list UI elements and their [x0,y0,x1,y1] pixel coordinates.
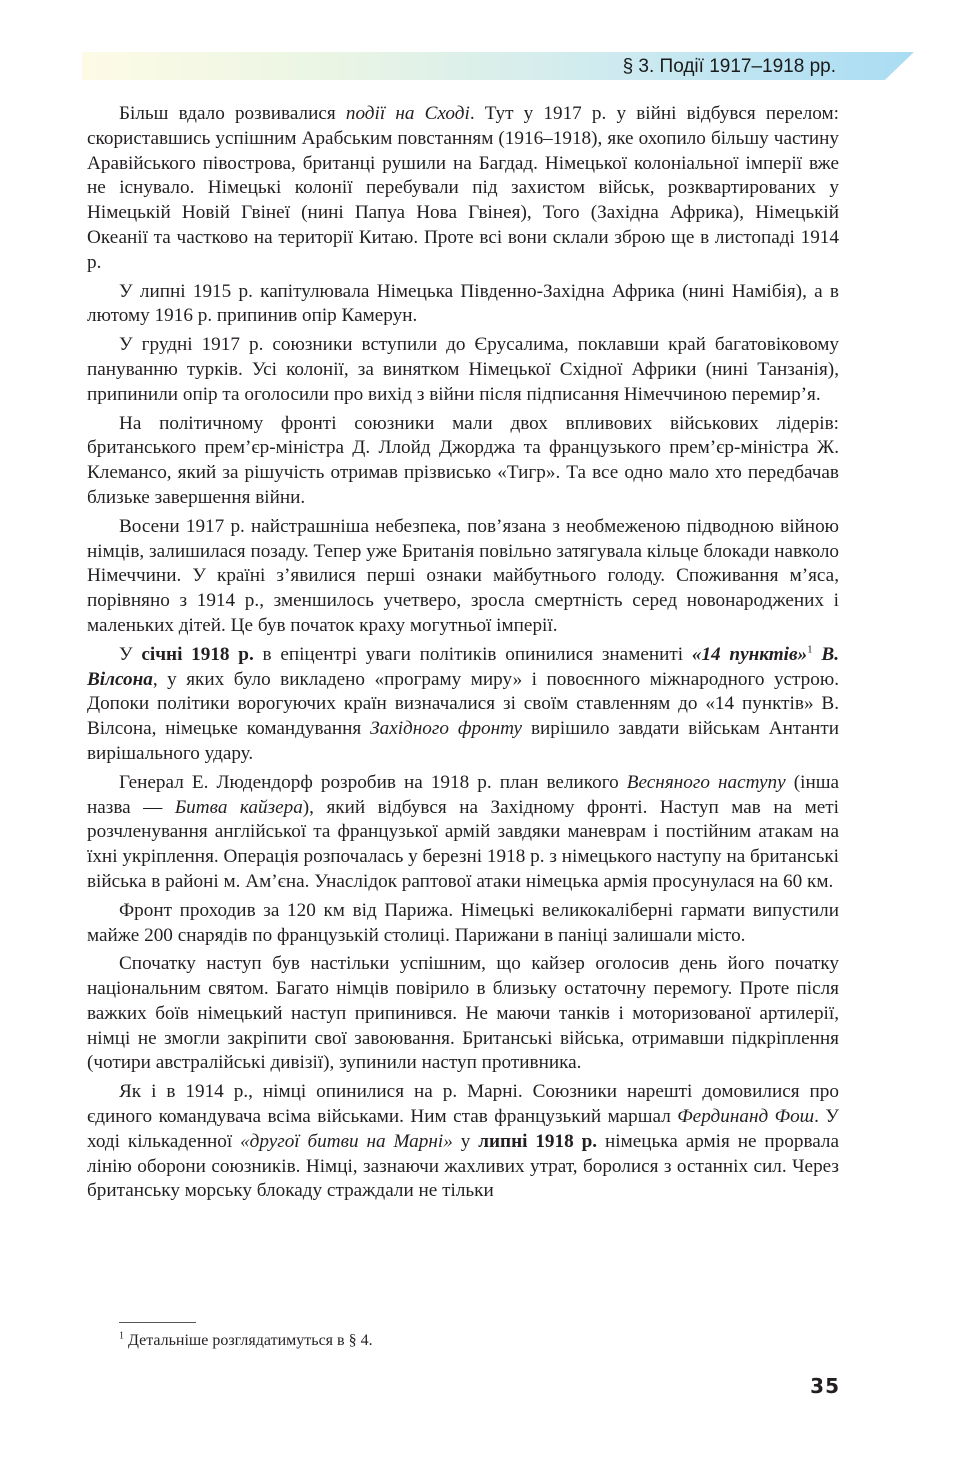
paragraph [87,102,839,276]
text-run: Західного фронту [370,718,523,740]
main-text [87,102,839,1208]
text-run: в епіцентрі уваги політиків опинилися знамениті [253,643,692,665]
chapter-header-title: § 3. Події 1917–1918 рр. [622,56,836,77]
text-run: ), який відбувся на Західному фронті. Наступ мав на меті розчленування англійської та французької армій завдяки маневрам і постійним атакам на їхні укріплення. Операція розпочалась у березні 1918 р. з німецького наступу на британські війська в районі м. Ам’єна. Унаслідок раптової атаки німецька армія просунулася на 60 км. [87,796,840,892]
text-run: У грудні 1917 р. союзники вступили до Єрусалима, поклавши край багатовіковому пануванню турків. Усі колонії, за винятком Німецької Східної Африки (нині Танзанія), припинили опір та оголосили про вихід з війни після підписання Німеччиною перемир’я. [87,334,839,405]
text-run: . У ході кількаденної [87,1106,839,1152]
paragraph [87,899,839,949]
footnote-ref: 1 [807,643,813,656]
text-run: у [452,1130,479,1152]
page-number: 35 [810,1374,840,1398]
paragraph [87,1080,839,1204]
text-run: Битва кайзера [174,796,303,818]
footnote-text: Детальніше розглядатимуться в § 4. [124,1332,373,1349]
text-run: Фердинанд Фош [677,1106,815,1128]
paragraph [87,333,839,407]
text-run: У [119,643,142,665]
text-run: В. Вілсона [87,643,840,690]
text-run: Восени 1917 р. найстрашніша небезпека, пов’язана з необмеженою підводною війною німців, залишилася позаду. Тепер уже Британія повільно затягувала кільце блокади навколо Німеччини. У країні з’явилися перші ознаки майбутнього голоду. Споживання м’яса, порівняно з 1914 р., зменшилось учетверо, зросла смертність серед новонароджених і маленьких дітей. Це був початок краху могутньої імперії. [87,515,839,636]
text-run: січні 1918 р. [141,643,254,665]
text-run: Фронт проходив за 120 км від Парижа. Німецькі великокаліберні гармати випустили майже 200 снарядів по французькій столиці. Парижани в паніці залишали місто. [87,899,839,946]
text-run: «другої битви на Марні» [240,1130,453,1152]
text-run: Весняного наступу [626,771,786,793]
paragraph [87,280,839,330]
text-run: німецька армія не прорвала лінію оборони союзників. Німці, зазнаючи жахливих утрат, боролися з останніх сил. Через британську морську блокаду страждали не тільки [87,1130,840,1202]
text-run: Генерал Е. Людендорф розробив на 1918 р. план великого [119,771,627,793]
footnote-marker: 1 [119,1330,124,1342]
text-run: Більш вдало розвивалися [119,103,346,124]
text-run: (інша назва — [87,771,840,818]
paragraph [87,643,839,767]
paragraph [87,952,839,1076]
footnote-divider [119,1322,196,1323]
text-run: У липні 1915 р. капітулювала Німецька Південно-Західна Африка (нині Намібія), а в лютому 1916 р. припинив опір Камерун. [87,280,839,327]
text-run: липні 1918 р. [478,1130,598,1152]
paragraph [87,412,839,511]
text-run: вирішило завдати військам Антанти вирішального удару. [87,718,839,764]
text-run: Спочатку наступ був настільки успішним, що кайзер оголосив день його початку національним святом. Багато німців повірило в близьку остаточну перемогу. Проте після важких боїв німецький наступ припинився. Не маючи танків і моторизованої артилерії, німці не змогли закріпити свої завоювання. Британські війська, отримавши підкріплення (чотири австралійські дивізії), зупинили наступ противника. [87,953,839,1074]
text-run: , у яких було викладено «програму миру» і повоєнного міжнародного устрою. Допоки політики ворогуючих країн визначалися зі своїм ставленням до «14 пунктів» В. Вілсона, німецьке командування [87,668,839,740]
text-run: Як і в 1914 р., німці опинилися на р. Марні. Союзники нарешті домовилися про єдиного командувача всіма військами. Ним став французький маршал [87,1081,839,1128]
paragraph [87,515,839,639]
text-run: «14 пунктів» [691,643,808,665]
text-run: . Тут у 1917 р. у війні відбувся перелом: скориставшись успішним Арабським повстанням (1916–1918), яке охопило більшу частину Аравійського півострова, британці рушили на Багдад. Німецької колоніальної імперії вже не існувало. Німецькі колонії перебували під захистом військ, розквартированих у Німецькій Новій Гвінеї (нині Папуа Нова Гвінея), Того (Західна Африка), Німецькій Океанії та частково на території Китаю. Проте всі вони склали зброю ще в листопаді 1914 р. [87,103,839,273]
paragraph [87,771,839,895]
footnote [119,1331,373,1351]
text-run: На політичному фронті союзники мали двох впливових військових лідерів: британського прем’єр-міністра Д. Ллойд Джорджа та французького прем’єр-міністра Ж. Клемансо, який за рішучість отримав прізвисько «Тигр». Та все одно мало хто передбачав близьке завершення війни. [87,412,839,508]
text-run: події на Сході [345,103,470,124]
